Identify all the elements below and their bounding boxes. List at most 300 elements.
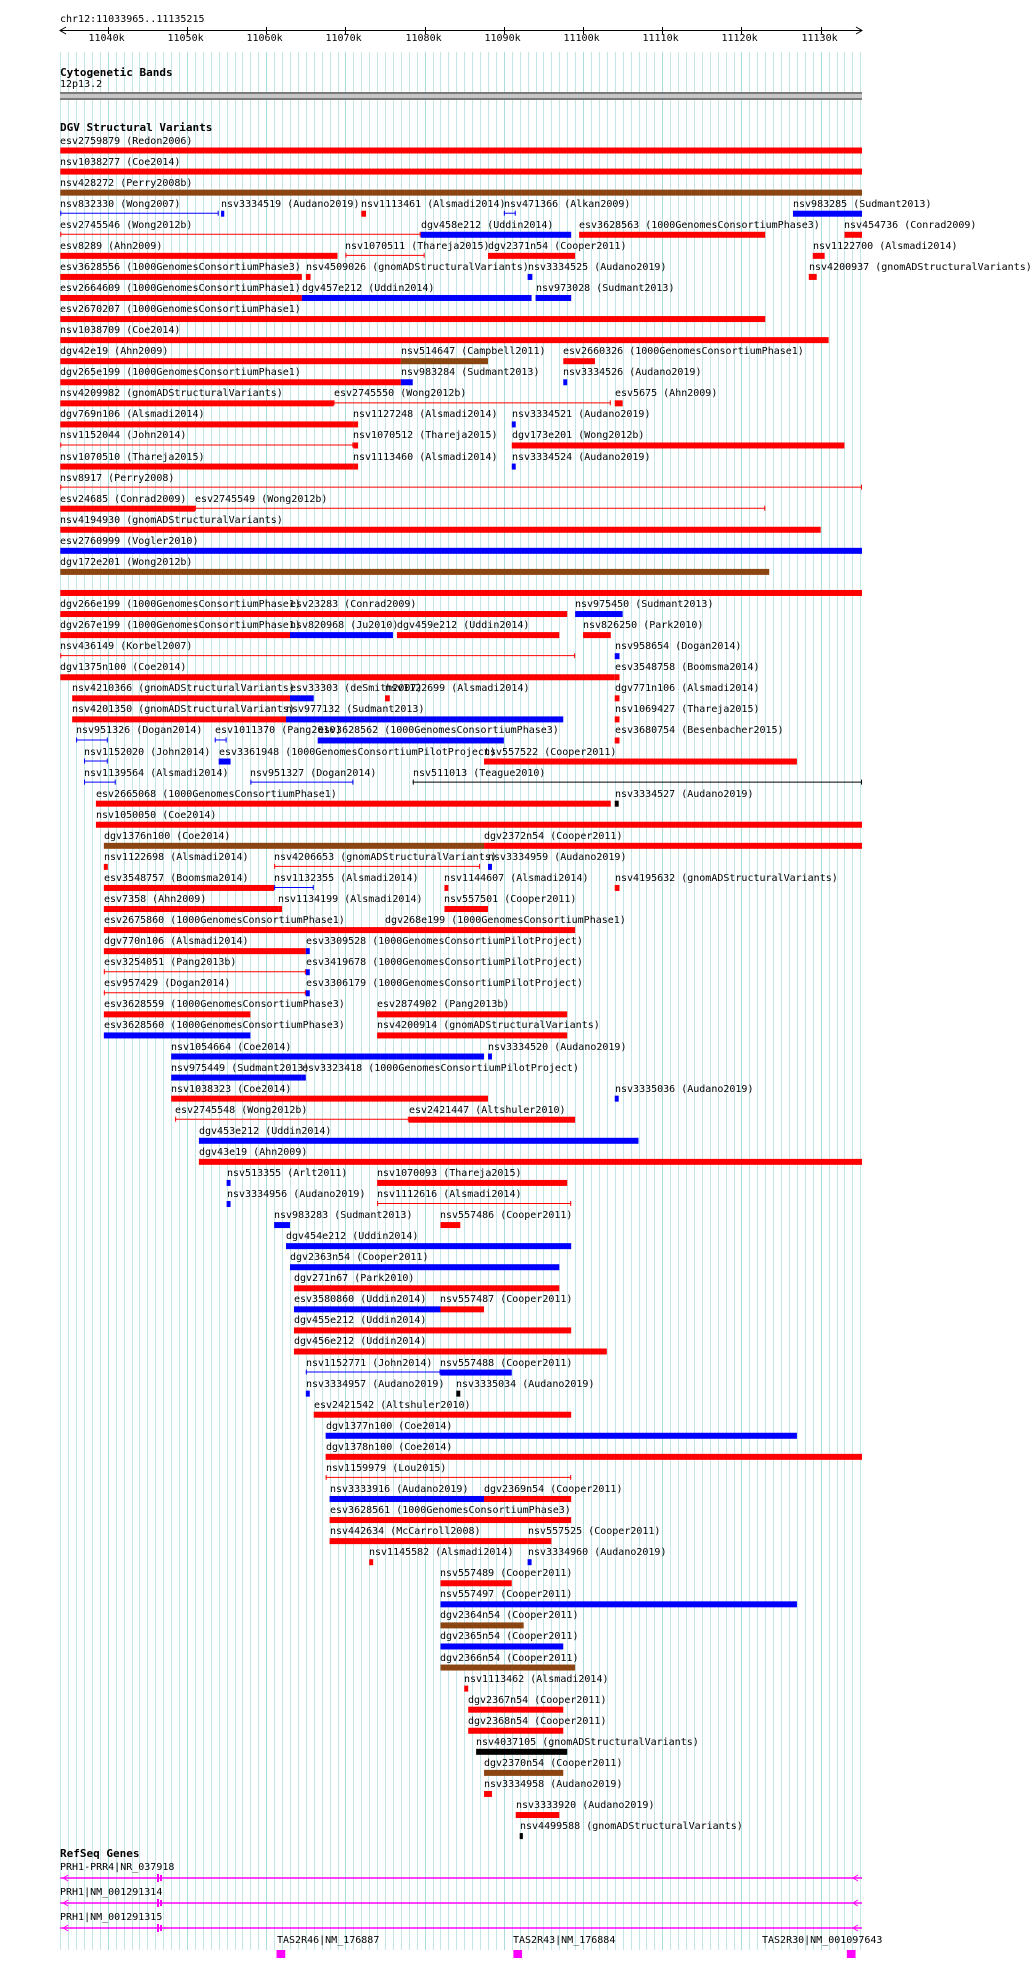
dgv-feature-label[interactable]: nsv4209982 (gnomADStructuralVariants) bbox=[60, 388, 283, 399]
refseq-track-title[interactable]: RefSeq Genes bbox=[60, 1847, 140, 1860]
dgv-feature-label[interactable]: nsv1122698 (Alsmadi2014) bbox=[104, 852, 249, 863]
dgv-feature bbox=[488, 864, 492, 870]
dgv-feature-label[interactable]: nsv3334520 (Audano2019) bbox=[488, 1042, 627, 1053]
dgv-feature bbox=[286, 716, 563, 722]
dgv-feature bbox=[60, 590, 862, 596]
refseq-small-gene bbox=[513, 1950, 522, 1958]
dgv-feature-label[interactable]: dgv1376n100 (Coe2014) bbox=[104, 831, 231, 842]
dgv-feature bbox=[793, 211, 862, 217]
dgv-feature-label[interactable]: dgv267e199 (1000GenomesConsortiumPhase1) bbox=[60, 620, 301, 631]
dgv-feature-label[interactable]: nsv983285 (Sudmant2013) bbox=[793, 199, 932, 210]
dgv-feature-label[interactable]: esv3628556 (1000GenomesConsortiumPhase3) bbox=[60, 262, 301, 273]
dgv-feature bbox=[104, 843, 484, 849]
dgv-feature bbox=[60, 400, 333, 406]
dgv-feature bbox=[476, 1749, 567, 1755]
dgv-feature-label[interactable]: nsv436149 (Korbel2007) bbox=[60, 641, 193, 652]
refseq-small-gene-label[interactable]: TAS2R46|NM_176887 bbox=[277, 1935, 380, 1946]
dgv-feature bbox=[60, 169, 862, 175]
dgv-feature-label[interactable]: nsv951326 (Dogan2014) bbox=[76, 725, 203, 736]
dgv-feature bbox=[440, 1222, 460, 1228]
dgv-feature-label[interactable]: nsv4037105 (gnomADStructuralVariants) bbox=[476, 1737, 699, 1748]
dgv-feature bbox=[468, 1728, 563, 1734]
dgv-feature-label[interactable]: dgv454e212 (Uddin2014) bbox=[286, 1231, 419, 1242]
dgv-feature bbox=[575, 611, 623, 617]
dgv-feature-label[interactable]: nsv1152020 (John2014) bbox=[84, 747, 211, 758]
refseq-small-gene bbox=[847, 1950, 856, 1958]
dgv-feature bbox=[219, 759, 231, 765]
dgv-feature bbox=[60, 632, 290, 638]
dgv-feature-label[interactable]: dgv459e212 (Uddin2014) bbox=[397, 620, 530, 631]
dgv-feature-label[interactable]: esv3323418 (1000GenomesConsortiumPilotProject) bbox=[302, 1063, 579, 1074]
dgv-feature-label[interactable]: nsv1069427 (Thareja2015) bbox=[615, 704, 760, 715]
dgv-feature bbox=[813, 253, 825, 259]
dgv-feature bbox=[488, 253, 575, 259]
dgv-feature bbox=[330, 1538, 528, 1544]
dgv-feature-label[interactable]: dgv2365n54 (Cooper2011) bbox=[440, 1631, 579, 1642]
dgv-feature-label[interactable]: esv33303 (deSmith2007) bbox=[290, 683, 423, 694]
dgv-feature-label[interactable]: esv3680754 (Besenbacher2015) bbox=[615, 725, 784, 736]
dgv-feature-label[interactable]: nsv983284 (Sudmant2013) bbox=[401, 367, 540, 378]
dgv-feature bbox=[401, 358, 488, 364]
dgv-feature-label[interactable]: nsv832330 (Wong2007) bbox=[60, 199, 181, 210]
dgv-feature-label[interactable]: nsv4194930 (gnomADStructuralVariants) bbox=[60, 515, 283, 526]
dgv-feature bbox=[60, 674, 614, 680]
dgv-feature bbox=[809, 274, 817, 280]
dgv-feature-label[interactable]: nsv8917 (Perry2008) bbox=[60, 473, 175, 484]
dgv-feature-label[interactable]: esv23283 (Conrad2009) bbox=[290, 599, 417, 610]
dgv-feature-label[interactable]: esv2745546 (Wong2012b) bbox=[60, 220, 193, 231]
dgv-feature-label[interactable]: dgv453e212 (Uddin2014) bbox=[199, 1126, 332, 1137]
dgv-feature-label[interactable]: nsv3334524 (Audano2019) bbox=[512, 452, 651, 463]
dgv-feature bbox=[104, 906, 278, 912]
dgv-feature-label[interactable]: nsv3334959 (Audano2019) bbox=[488, 852, 627, 863]
refseq-small-gene bbox=[277, 1950, 286, 1958]
dgv-feature-label[interactable]: nsv454736 (Conrad2009) bbox=[844, 220, 977, 231]
ruler-tick-label[interactable]: 11060k bbox=[246, 33, 283, 44]
dgv-feature-label[interactable]: nsv3333916 (Audano2019) bbox=[330, 1484, 469, 1495]
dgv-feature bbox=[520, 1833, 523, 1839]
dgv-feature bbox=[512, 464, 516, 470]
dgv-feature-label[interactable]: esv24685 (Conrad2009) bbox=[60, 494, 187, 505]
dgv-feature-label[interactable]: esv2745550 (Wong2012b) bbox=[334, 388, 467, 399]
dgv-feature bbox=[615, 716, 620, 722]
dgv-feature-label[interactable]: nsv557501 (Cooper2011) bbox=[444, 894, 577, 905]
refseq-gene-exon bbox=[160, 1925, 162, 1931]
dgv-feature bbox=[227, 1201, 231, 1207]
dgv-feature-label[interactable]: nsv3334527 (Audano2019) bbox=[615, 789, 754, 800]
dgv-feature bbox=[306, 1391, 310, 1397]
refseq-gene-exon bbox=[160, 1900, 162, 1906]
dgv-feature-label[interactable]: dgv2372n54 (Cooper2011) bbox=[484, 831, 623, 842]
dgv-feature-label[interactable]: nsv1132355 (Alsmadi2014) bbox=[274, 873, 419, 884]
dgv-feature-label[interactable]: esv1011370 (Pang2010) bbox=[215, 725, 342, 736]
dgv-feature-label[interactable]: dgv43e19 (Ahn2009) bbox=[199, 1147, 308, 1158]
dgv-feature bbox=[302, 1075, 306, 1081]
dgv-feature-label[interactable]: nsv3334956 (Audano2019) bbox=[227, 1189, 366, 1200]
dgv-feature-label[interactable]: nsv3334519 (Audano2019) bbox=[221, 199, 360, 210]
locus-label: chr12:11033965..11135215 bbox=[60, 14, 205, 25]
refseq-gene-exon bbox=[157, 1874, 159, 1882]
dgv-feature-label[interactable]: nsv557486 (Cooper2011) bbox=[440, 1210, 573, 1221]
dgv-feature bbox=[844, 232, 862, 238]
dgv-feature-label[interactable]: nsv977132 (Sudmant2013) bbox=[286, 704, 425, 715]
dgv-feature-label[interactable]: nsv1070093 (Thareja2015) bbox=[377, 1168, 522, 1179]
dgv-feature-label[interactable]: esv2745549 (Wong2012b) bbox=[195, 494, 328, 505]
dgv-feature-label[interactable]: dgv1378n100 (Coe2014) bbox=[326, 1442, 453, 1453]
ruler-tick-label[interactable]: 11080k bbox=[405, 33, 442, 44]
dgv-feature bbox=[60, 295, 302, 301]
dgv-feature bbox=[72, 716, 286, 722]
dgv-feature bbox=[290, 611, 567, 617]
dgv-feature bbox=[369, 1559, 373, 1565]
dgv-feature bbox=[294, 1348, 607, 1354]
dgv-feature bbox=[484, 1496, 571, 1502]
dgv-feature bbox=[330, 1496, 484, 1502]
refseq-gene-label[interactable]: PRH1-PRR4|NR_037918 bbox=[60, 1862, 175, 1873]
dgv-feature bbox=[615, 400, 623, 406]
dgv-feature-label[interactable]: nsv826250 (Park2010) bbox=[583, 620, 704, 631]
dgv-feature bbox=[440, 1665, 575, 1671]
dgv-feature-label[interactable]: nsv514647 (Campbell2011) bbox=[401, 346, 546, 357]
dgv-feature bbox=[314, 1412, 571, 1418]
dgv-feature-label[interactable]: dgv2366n54 (Cooper2011) bbox=[440, 1653, 579, 1664]
refseq-small-gene-label[interactable]: TAS2R30|NM_001097643 bbox=[762, 1935, 883, 1946]
dgv-feature-label[interactable]: nsv442634 (McCarroll2008) bbox=[330, 1526, 481, 1537]
dgv-feature-label[interactable]: nsv557522 (Cooper2011) bbox=[484, 747, 617, 758]
dgv-feature bbox=[484, 1770, 563, 1776]
cyto-track-title[interactable]: Cytogenetic Bands bbox=[60, 66, 173, 79]
dgv-feature-label[interactable]: nsv1113462 (Alsmadi2014) bbox=[464, 1674, 609, 1685]
dgv-feature-label[interactable]: nsv513355 (Arlt2011) bbox=[227, 1168, 348, 1179]
dgv-feature-label[interactable]: nsv3335034 (Audano2019) bbox=[456, 1379, 595, 1390]
dgv-feature-label[interactable]: dgv2371n54 (Cooper2011) bbox=[488, 241, 627, 252]
dgv-feature-label[interactable]: nsv4499588 (gnomADStructuralVariants) bbox=[520, 1821, 743, 1832]
dgv-feature-label[interactable]: nsv1134199 (Alsmadi2014) bbox=[278, 894, 423, 905]
dgv-feature-label[interactable]: nsv820968 (Ju2010) bbox=[290, 620, 399, 631]
dgv-feature bbox=[579, 232, 765, 238]
dgv-feature-label[interactable]: nsv1159979 (Lou2015) bbox=[326, 1463, 447, 1474]
dgv-feature bbox=[318, 737, 504, 743]
dgv-feature bbox=[274, 1222, 290, 1228]
dgv-feature bbox=[302, 295, 532, 301]
dgv-feature bbox=[306, 274, 311, 280]
dgv-feature bbox=[60, 190, 862, 196]
dgv-feature-label[interactable]: nsv1122700 (Alsmadi2014) bbox=[813, 241, 958, 252]
dgv-feature-label[interactable]: nsv4201350 (gnomADStructuralVariants) bbox=[72, 704, 295, 715]
dgv-feature bbox=[306, 969, 310, 975]
ruler-tick-label[interactable]: 11040k bbox=[88, 33, 125, 44]
dgv-feature-label[interactable]: dgv2370n54 (Cooper2011) bbox=[484, 1758, 623, 1769]
dgv-feature bbox=[60, 337, 828, 343]
dgv-feature-label[interactable]: esv3548757 (Boomsma2014) bbox=[104, 873, 249, 884]
dgv-feature bbox=[60, 611, 290, 617]
dgv-feature-label[interactable]: nsv4200937 (gnomADStructuralVariants) bbox=[809, 262, 1032, 273]
dgv-feature bbox=[563, 379, 567, 385]
dgv-feature bbox=[528, 1559, 532, 1565]
dgv-feature bbox=[60, 421, 353, 427]
dgv-feature bbox=[199, 1159, 862, 1165]
dgv-feature-label[interactable]: nsv557489 (Cooper2011) bbox=[440, 1568, 573, 1579]
dgv-feature bbox=[221, 211, 224, 217]
dgv-feature bbox=[104, 948, 306, 954]
dgv-feature bbox=[353, 421, 358, 427]
dgv-feature bbox=[377, 1011, 567, 1017]
dgv-feature bbox=[306, 990, 310, 996]
dgv-feature bbox=[286, 1243, 571, 1249]
dgv-feature bbox=[290, 632, 393, 638]
dgv-feature-label[interactable]: esv3419678 (1000GenomesConsortiumPilotProject) bbox=[306, 957, 583, 968]
dgv-feature bbox=[104, 1011, 251, 1017]
dgv-feature-label[interactable]: nsv1113461 (Alsmadi2014) bbox=[361, 199, 506, 210]
dgv-feature-label[interactable]: nsv1070512 (Thareja2015) bbox=[353, 430, 498, 441]
dgv-feature bbox=[306, 948, 310, 954]
dgv-feature-label[interactable]: dgv771n106 (Alsmadi2014) bbox=[615, 683, 760, 694]
dgv-feature-label[interactable]: esv2660326 (1000GenomesConsortiumPhase1) bbox=[563, 346, 804, 357]
ruler-tick-label[interactable]: 11100k bbox=[563, 33, 600, 44]
dgv-feature-label[interactable]: esv8289 (Ahn2009) bbox=[60, 241, 163, 252]
dgv-feature bbox=[484, 1791, 492, 1797]
dgv-feature-label[interactable]: esv3628561 (1000GenomesConsortiumPhase3) bbox=[330, 1505, 571, 1516]
dgv-feature-label[interactable]: nsv1152771 (John2014) bbox=[306, 1358, 433, 1369]
dgv-feature-label[interactable]: nsv975449 (Sudmant2013) bbox=[171, 1063, 310, 1074]
dgv-feature-label[interactable]: esv2760999 (Vogler2010) bbox=[60, 536, 199, 547]
ruler-tick-label[interactable]: 11110k bbox=[642, 33, 679, 44]
ruler-tick-label[interactable]: 11070k bbox=[325, 33, 362, 44]
dgv-feature bbox=[60, 316, 765, 322]
dgv-feature-label[interactable]: nsv1139564 (Alsmadi2014) bbox=[84, 768, 229, 779]
dgv-feature-label[interactable]: esv3361948 (1000GenomesConsortiumPilotProject) bbox=[219, 747, 496, 758]
dgv-feature-label[interactable]: dgv770n106 (Alsmadi2014) bbox=[104, 936, 249, 947]
dgv-feature bbox=[60, 253, 337, 259]
dgv-feature-label[interactable]: nsv975450 (Sudmant2013) bbox=[575, 599, 714, 610]
dgv-feature-label[interactable]: esv2665068 (1000GenomesConsortiumPhase1) bbox=[96, 789, 337, 800]
dgv-feature-label[interactable]: esv2421542 (Altshuler2010) bbox=[314, 1400, 471, 1411]
ruler-tick-label[interactable]: 11090k bbox=[484, 33, 521, 44]
dgv-feature-label[interactable]: nsv471366 (Alkan2009) bbox=[504, 199, 631, 210]
dgv-feature-label[interactable]: dgv2363n54 (Cooper2011) bbox=[290, 1252, 429, 1263]
dgv-feature-label[interactable]: dgv2364n54 (Cooper2011) bbox=[440, 1610, 579, 1621]
ruler-tick-label[interactable]: 11130k bbox=[801, 33, 838, 44]
dgv-feature-label[interactable]: nsv1144607 (Alsmadi2014) bbox=[444, 873, 589, 884]
dgv-feature-label[interactable]: nsv1070510 (Thareja2015) bbox=[60, 452, 205, 463]
dgv-feature-label[interactable]: nsv511013 (Teague2010) bbox=[413, 768, 546, 779]
dgv-feature bbox=[583, 632, 611, 638]
refseq-gene-exon bbox=[157, 1924, 159, 1932]
dgv-feature bbox=[294, 1285, 559, 1291]
dgv-feature-label[interactable]: nsv1145582 (Alsmadi2014) bbox=[369, 1547, 514, 1558]
dgv-feature-label[interactable]: esv2664609 (1000GenomesConsortiumPhase1) bbox=[60, 283, 301, 294]
dgv-feature bbox=[72, 695, 290, 701]
dgv-feature-label[interactable]: esv3254051 (Pang2013b) bbox=[104, 957, 237, 968]
dgv-feature bbox=[615, 737, 620, 743]
dgv-feature bbox=[401, 379, 413, 385]
dgv-feature-label[interactable]: esv3548758 (Boomsma2014) bbox=[615, 662, 760, 673]
dgv-feature bbox=[60, 527, 820, 533]
dgv-feature-label[interactable]: nsv1070511 (Thareja2015) bbox=[345, 241, 490, 252]
dgv-feature-label[interactable]: esv957429 (Dogan2014) bbox=[104, 978, 231, 989]
dgv-feature-label[interactable]: dgv769n106 (Alsmadi2014) bbox=[60, 409, 205, 420]
dgv-feature bbox=[536, 295, 572, 301]
dgv-feature bbox=[104, 1032, 251, 1038]
dgv-feature bbox=[60, 548, 862, 554]
dgv-feature-label[interactable]: nsv3333920 (Audano2019) bbox=[516, 1800, 655, 1811]
dgv-feature-label[interactable]: nsv1038709 (Coe2014) bbox=[60, 325, 181, 336]
dgv-feature-label[interactable]: dgv172e201 (Wong2012b) bbox=[60, 557, 193, 568]
dgv-feature-label[interactable]: dgv1377n100 (Coe2014) bbox=[326, 1421, 453, 1432]
dgv-feature bbox=[456, 1391, 460, 1397]
dgv-feature bbox=[440, 1601, 796, 1607]
dgv-feature bbox=[60, 148, 862, 154]
dgv-feature bbox=[227, 1180, 231, 1186]
dgv-feature bbox=[615, 695, 620, 701]
dgv-feature-label[interactable]: nsv1050050 (Coe2014) bbox=[96, 810, 217, 821]
dgv-feature-label[interactable]: nsv1127248 (Alsmadi2014) bbox=[353, 409, 498, 420]
dgv-feature bbox=[464, 1686, 468, 1692]
dgv-feature-label[interactable]: nsv3335036 (Audano2019) bbox=[615, 1084, 754, 1095]
dgv-feature bbox=[377, 1032, 567, 1038]
dgv-feature-label[interactable]: nsv3334960 (Audano2019) bbox=[528, 1547, 667, 1558]
dgv-feature-label[interactable]: nsv973028 (Sudmant2013) bbox=[536, 283, 675, 294]
dgv-feature-label[interactable]: dgv456e212 (Uddin2014) bbox=[294, 1336, 427, 1347]
dgv-feature-label[interactable]: esv3628563 (1000GenomesConsortiumPhase3) bbox=[579, 220, 820, 231]
dgv-feature-label[interactable]: esv7358 (Ahn2009) bbox=[104, 894, 207, 905]
dgv-feature-label[interactable]: esv3306179 (1000GenomesConsortiumPilotProject) bbox=[306, 978, 583, 989]
dgv-feature-label[interactable]: dgv42e19 (Ahn2009) bbox=[60, 346, 169, 357]
dgv-feature bbox=[440, 1580, 511, 1586]
dgv-feature-label[interactable]: esv3628560 (1000GenomesConsortiumPhase3) bbox=[104, 1020, 345, 1031]
dgv-feature bbox=[326, 1433, 797, 1439]
ruler-tick-label[interactable]: 11120k bbox=[721, 33, 758, 44]
dgv-feature-label[interactable]: nsv428272 (Perry2008b) bbox=[60, 178, 193, 189]
dgv-feature-label[interactable]: dgv457e212 (Uddin2014) bbox=[302, 283, 435, 294]
dgv-feature-label[interactable]: nsv1054664 (Coe2014) bbox=[171, 1042, 292, 1053]
dgv-feature-label[interactable]: nsv4509026 (gnomADStructuralVariants) bbox=[306, 262, 529, 273]
dgv-feature-label[interactable]: dgv455e212 (Uddin2014) bbox=[294, 1315, 427, 1326]
dgv-feature-label[interactable]: nsv4206653 (gnomADStructuralVariants) bbox=[274, 852, 497, 863]
dgv-feature-label[interactable]: nsv1122699 (Alsmadi2014) bbox=[385, 683, 530, 694]
dgv-feature bbox=[96, 822, 862, 828]
refseq-gene-label[interactable]: PRH1|NM_001291315 bbox=[60, 1912, 163, 1923]
dgv-feature bbox=[294, 1327, 571, 1333]
dgv-feature-label[interactable]: esv3628559 (1000GenomesConsortiumPhase3) bbox=[104, 999, 345, 1010]
dgv-feature-label[interactable]: nsv3334521 (Audano2019) bbox=[512, 409, 651, 420]
dgv-feature bbox=[385, 695, 390, 701]
dgv-feature bbox=[444, 885, 448, 891]
dgv-feature bbox=[60, 506, 195, 512]
dgv-feature-label[interactable]: dgv271n67 (Park2010) bbox=[294, 1273, 415, 1284]
dgv-feature bbox=[444, 906, 488, 912]
dgv-feature-label[interactable]: nsv1113460 (Alsmadi2014) bbox=[353, 452, 498, 463]
dgv-feature bbox=[528, 1538, 552, 1544]
dgv-feature bbox=[615, 1096, 619, 1102]
cyto-band-bar-inner bbox=[60, 94, 862, 98]
dgv-feature bbox=[488, 1054, 492, 1060]
dgv-feature bbox=[290, 1264, 559, 1270]
dgv-feature-label[interactable]: esv2759879 (Redon2006) bbox=[60, 136, 193, 147]
dgv-feature bbox=[512, 421, 516, 427]
dgv-feature-label[interactable]: dgv265e199 (1000GenomesConsortiumPhase1) bbox=[60, 367, 301, 378]
dgv-feature-label[interactable]: esv2675860 (1000GenomesConsortiumPhase1) bbox=[104, 915, 345, 926]
dgv-feature-label[interactable]: esv2670207 (1000GenomesConsortiumPhase1) bbox=[60, 304, 301, 315]
dgv-feature bbox=[171, 1096, 488, 1102]
dgv-feature-label[interactable]: nsv4200914 (gnomADStructuralVariants) bbox=[377, 1020, 600, 1031]
dgv-feature bbox=[60, 379, 401, 385]
dgv-track-title[interactable]: DGV Structural Variants bbox=[60, 121, 213, 134]
dgv-feature-label[interactable]: nsv3334957 (Audano2019) bbox=[306, 1379, 445, 1390]
refseq-small-gene-label[interactable]: TAS2R43|NM_176884 bbox=[513, 1935, 616, 1946]
dgv-feature-label[interactable]: nsv3334526 (Audano2019) bbox=[563, 367, 702, 378]
dgv-feature-label[interactable]: nsv1038277 (Coe2014) bbox=[60, 157, 181, 168]
dgv-feature-label[interactable]: dgv2369n54 (Cooper2011) bbox=[484, 1484, 623, 1495]
dgv-feature bbox=[171, 1054, 484, 1060]
dgv-feature-label[interactable]: esv3628562 (1000GenomesConsortiumPhase3) bbox=[318, 725, 559, 736]
dgv-feature-label[interactable]: nsv557525 (Cooper2011) bbox=[528, 1526, 661, 1537]
dgv-feature-label[interactable]: dgv2368n54 (Cooper2011) bbox=[468, 1716, 607, 1727]
dgv-feature bbox=[353, 442, 358, 448]
dgv-feature bbox=[377, 1180, 567, 1186]
cyto-band-label: 12p13.2 bbox=[60, 79, 103, 90]
dgv-feature bbox=[615, 674, 620, 680]
dgv-feature-label[interactable]: nsv3334525 (Audano2019) bbox=[528, 262, 667, 273]
dgv-feature-label[interactable]: nsv4210366 (gnomADStructuralVariants) bbox=[72, 683, 295, 694]
dgv-feature bbox=[294, 1306, 441, 1312]
dgv-feature bbox=[484, 843, 862, 849]
dgv-feature-label[interactable]: nsv983283 (Sudmant2013) bbox=[274, 1210, 413, 1221]
dgv-feature bbox=[440, 1306, 484, 1312]
dgv-feature-label[interactable]: nsv951327 (Dogan2014) bbox=[250, 768, 377, 779]
ruler-tick-label[interactable]: 11050k bbox=[167, 33, 204, 44]
dgv-feature-label[interactable]: nsv4195632 (gnomADStructuralVariants) bbox=[615, 873, 838, 884]
dgv-feature bbox=[171, 1075, 302, 1081]
dgv-feature bbox=[528, 274, 533, 280]
dgv-feature-label[interactable]: nsv1112616 (Alsmadi2014) bbox=[377, 1189, 522, 1200]
dgv-feature-label[interactable]: nsv1038323 (Coe2014) bbox=[171, 1084, 292, 1095]
dgv-feature-label[interactable]: esv2745548 (Wong2012b) bbox=[175, 1105, 308, 1116]
dgv-feature-label[interactable]: esv5675 (Ahn2009) bbox=[615, 388, 718, 399]
dgv-feature bbox=[421, 232, 571, 238]
dgv-feature-label[interactable]: esv3309528 (1000GenomesConsortiumPilotProject) bbox=[306, 936, 583, 947]
dgv-feature bbox=[60, 274, 302, 280]
dgv-feature-label[interactable]: nsv3334958 (Audano2019) bbox=[484, 1779, 623, 1790]
dgv-feature bbox=[440, 1370, 511, 1376]
dgv-feature bbox=[104, 864, 108, 870]
dgv-feature-label[interactable]: esv2421447 (Altshuler2010) bbox=[409, 1105, 566, 1116]
dgv-feature-label[interactable]: nsv557487 (Cooper2011) bbox=[440, 1294, 573, 1305]
dgv-feature bbox=[96, 801, 611, 807]
refseq-gene-exon bbox=[160, 1875, 162, 1881]
dgv-feature-label[interactable]: dgv1375n100 (Coe2014) bbox=[60, 662, 187, 673]
dgv-feature-label[interactable]: dgv2367n54 (Cooper2011) bbox=[468, 1695, 607, 1706]
dgv-feature-label[interactable]: dgv458e212 (Uddin2014) bbox=[421, 220, 554, 231]
dgv-feature bbox=[104, 927, 385, 933]
refseq-gene-label[interactable]: PRH1|NM_001291314 bbox=[60, 1887, 163, 1898]
dgv-feature-label[interactable]: nsv557488 (Cooper2011) bbox=[440, 1358, 573, 1369]
dgv-feature-label[interactable]: dgv173e201 (Wong2012b) bbox=[512, 430, 645, 441]
dgv-feature-label[interactable]: nsv958654 (Dogan2014) bbox=[615, 641, 742, 652]
dgv-feature-label[interactable]: dgv268e199 (1000GenomesConsortiumPhase1) bbox=[385, 915, 626, 926]
dgv-feature-label[interactable]: dgv266e199 (1000GenomesConsortiumPhase1) bbox=[60, 599, 301, 610]
dgv-feature-label[interactable]: esv2874902 (Pang2013b) bbox=[377, 999, 510, 1010]
dgv-feature-label[interactable]: esv3580860 (Uddin2014) bbox=[294, 1294, 427, 1305]
dgv-feature bbox=[60, 569, 769, 575]
dgv-feature bbox=[278, 906, 282, 912]
dgv-feature bbox=[563, 358, 595, 364]
dgv-feature bbox=[385, 927, 575, 933]
dgv-feature bbox=[60, 358, 401, 364]
dgv-feature bbox=[326, 1454, 862, 1460]
dgv-feature-label[interactable]: nsv1152044 (John2014) bbox=[60, 430, 187, 441]
dgv-feature-label[interactable]: nsv557497 (Cooper2011) bbox=[440, 1589, 573, 1600]
